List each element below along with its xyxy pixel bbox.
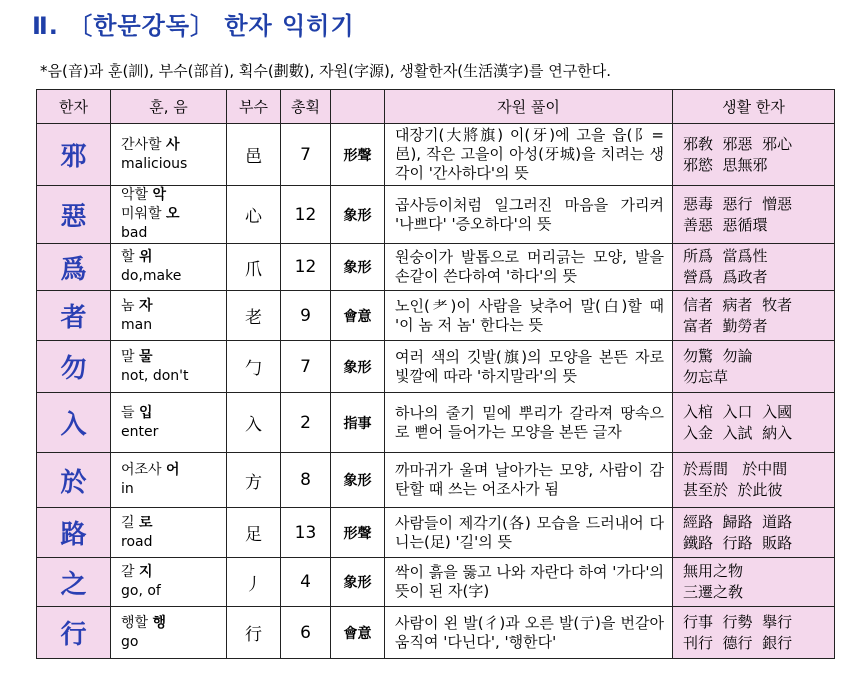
cell-type: 象形: [331, 453, 385, 508]
cell-life: 於焉間 於中間 甚至於 於此彼: [673, 453, 835, 508]
table-row: [37, 341, 835, 393]
cell-strokes: 12: [281, 186, 331, 244]
cell-life: 無用之物 三遷之敎: [673, 558, 835, 607]
cell-life: 入棺 入口 入國 入金 入試 納入: [673, 393, 835, 453]
hun-english: bad: [121, 225, 148, 241]
cell-type: 指事: [331, 393, 385, 453]
cell-origin: 사람이 왼 발(彳)과 오른 발(亍)을 번갈아 움직여 '다닌다', '행한다': [385, 607, 673, 659]
cell-life: 所爲 當爲性 營爲 爲政者: [673, 244, 835, 291]
cell-hun: [111, 244, 227, 291]
cell-origin: 사람들이 제각기(各) 모습을 드러내어 다니는(足) '길'의 뜻: [385, 508, 673, 558]
cell-origin: 곱사등이처럼 일그러진 마음을 가리켜 '나쁘다' '증오하다'의 뜻: [385, 186, 673, 244]
hun-korean: 간사할 사: [121, 136, 180, 153]
cell-origin: 하나의 줄기 밑에 뿌리가 갈라져 땅속으로 뻗어 들어가는 모양을 본뜬 글자: [385, 393, 673, 453]
header-strokes: 총획: [281, 90, 331, 124]
header-life: 생활 한자: [673, 90, 835, 124]
cell-hanja: 者: [37, 291, 111, 341]
hun-korean: 말 물: [121, 348, 153, 365]
cell-origin: 여러 색의 깃발(旗)의 모양을 본뜬 자로 빛깔에 따라 '하지말라'의 뜻: [385, 341, 673, 393]
hun-korean: 할 위: [121, 249, 153, 265]
cell-life: 邪敎 邪惡 邪心 邪慾 思無邪: [673, 124, 835, 186]
table-row: [37, 508, 835, 558]
hun-english: road: [121, 533, 153, 550]
cell-radical: 足: [227, 508, 281, 558]
cell-hun: [111, 124, 227, 186]
cell-hanja: 於: [37, 453, 111, 508]
header-hanja: 한자: [37, 90, 111, 124]
cell-hanja: 勿: [37, 341, 111, 393]
cell-life: 行事 行勢 擧行 刊行 德行 銀行: [673, 607, 835, 659]
cell-radical: 方: [227, 453, 281, 508]
cell-hun: [111, 607, 227, 659]
cell-origin: 싹이 흙을 뚫고 나와 자란다 하여 '가다'의 뜻이 된 자(字): [385, 558, 673, 607]
cell-life: 勿驚 勿論 勿忘草: [673, 341, 835, 393]
cell-type: 會意: [331, 607, 385, 659]
cell-origin: 까마귀가 울며 날아가는 모양, 사람이 감탄할 때 쓰는 어조사가 됨: [385, 453, 673, 508]
cell-strokes: 6: [281, 607, 331, 659]
hun-english: not, don't: [121, 367, 189, 384]
cell-origin: 대장기(大將旗) 이(牙)에 고을 읍(阝= 邑), 작은 고을이 아성(牙城)을 치려는 생각이 '간사하다'의 뜻: [385, 124, 673, 186]
table-row: [37, 291, 835, 341]
header-hun: 훈, 음: [111, 90, 227, 124]
hun-korean: 행할 행: [121, 614, 167, 631]
cell-radical: 爪: [227, 244, 281, 291]
cell-type: 象形: [331, 341, 385, 393]
hun-english: do,make: [121, 268, 182, 284]
cell-strokes: 2: [281, 393, 331, 453]
cell-hanja: 邪: [37, 124, 111, 186]
cell-hanja: 行: [37, 607, 111, 659]
cell-hanja: 爲: [37, 244, 111, 291]
table-row: [37, 607, 835, 659]
cell-radical: 入: [227, 393, 281, 453]
cell-strokes: 7: [281, 124, 331, 186]
hun-english: man: [121, 316, 153, 333]
header-row: [37, 90, 835, 124]
cell-origin: 노인(耂)이 사람을 낮추어 말(白)할 때 '이 놈 저 놈' 한다는 뜻: [385, 291, 673, 341]
hun-korean: 길 로: [121, 514, 153, 531]
cell-type: 象形: [331, 186, 385, 244]
cell-strokes: 9: [281, 291, 331, 341]
table-row: [37, 244, 835, 291]
cell-radical: 勹: [227, 341, 281, 393]
cell-life: 信者 病者 牧者 富者 勤勞者: [673, 291, 835, 341]
cell-type: 形聲: [331, 508, 385, 558]
header-type: [331, 90, 385, 124]
cell-hanja: 之: [37, 558, 111, 607]
cell-life: 經路 歸路 道路 鐵路 行路 販路: [673, 508, 835, 558]
cell-hun: [111, 453, 227, 508]
cell-type: 會意: [331, 291, 385, 341]
cell-radical: 心: [227, 186, 281, 244]
cell-hun: [111, 186, 227, 244]
cell-hun: [111, 393, 227, 453]
cell-hun: [111, 508, 227, 558]
hanja-table: [36, 89, 835, 659]
hun-english: go: [121, 633, 139, 650]
cell-hanja: 路: [37, 508, 111, 558]
hun-korean: 갈 지: [121, 564, 153, 580]
hun-korean: 들 입: [121, 404, 153, 421]
cell-type: 形聲: [331, 124, 385, 186]
hun-english: enter: [121, 423, 159, 440]
table-row: [37, 186, 835, 244]
hun-korean: 어조사 어: [121, 462, 180, 478]
cell-radical: 丿: [227, 558, 281, 607]
table-row: [37, 393, 835, 453]
cell-hun: [111, 341, 227, 393]
hun-english: in: [121, 481, 134, 497]
cell-strokes: 12: [281, 244, 331, 291]
header-origin: 자원 풀이: [385, 90, 673, 124]
cell-strokes: 13: [281, 508, 331, 558]
hun-korean: 악할 악 미워할 오: [121, 187, 180, 222]
cell-hun: [111, 558, 227, 607]
table-row: [37, 453, 835, 508]
page-title: Ⅱ. 〔한문강독〕 한자 익히기: [32, 12, 355, 40]
hun-english: go, of: [121, 583, 161, 599]
cell-origin: 원숭이가 발톱으로 머리긁는 모양, 발을 손같이 쓴다하여 '하다'의 뜻: [385, 244, 673, 291]
table-row: [37, 124, 835, 186]
cell-life: 惡毒 惡行 憎惡 善惡 惡循環: [673, 186, 835, 244]
cell-radical: 行: [227, 607, 281, 659]
cell-strokes: 7: [281, 341, 331, 393]
header-radical: 부수: [227, 90, 281, 124]
hun-english: malicious: [121, 155, 188, 172]
cell-hanja: 入: [37, 393, 111, 453]
cell-radical: 邑: [227, 124, 281, 186]
cell-strokes: 4: [281, 558, 331, 607]
cell-hun: [111, 291, 227, 341]
cell-hanja: 惡: [37, 186, 111, 244]
table-row: [37, 558, 835, 607]
cell-strokes: 8: [281, 453, 331, 508]
page-subtitle: *음(音)과 훈(訓), 부수(部首), 획수(劃數), 자원(字源), 생활한자(生活漢字)를 연구한다.: [40, 62, 611, 80]
cell-type: 象形: [331, 244, 385, 291]
cell-radical: 老: [227, 291, 281, 341]
hun-korean: 놈 자: [121, 297, 153, 314]
cell-type: 象形: [331, 558, 385, 607]
